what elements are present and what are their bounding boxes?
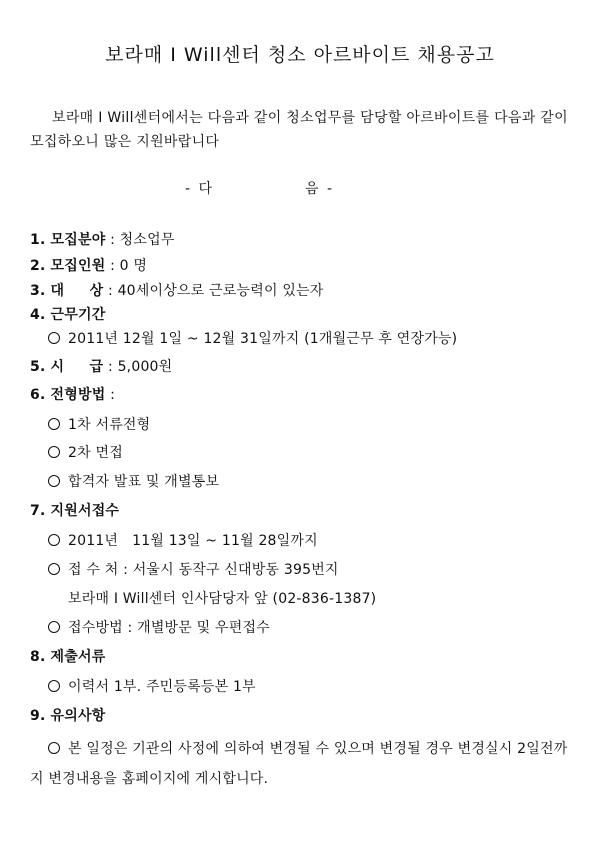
circle-bullet-icon: [48, 534, 60, 546]
section-label: 1. 모집분야: [30, 232, 106, 248]
list-item-text: 이력서 1부. 주민등록등본 1부: [68, 679, 256, 695]
section-label: 3. 대 상: [30, 283, 104, 299]
section-hourly-wage: [30, 356, 172, 376]
circle-bullet-icon: [48, 680, 60, 692]
section-value: : 5,000원: [103, 359, 173, 375]
list-item: [48, 328, 457, 348]
section-application: [30, 500, 119, 520]
section-label: 4. 근무기간: [30, 307, 106, 323]
subheading-left: - 다: [185, 181, 215, 197]
section-recruit-count: [30, 255, 147, 275]
section-value: :: [105, 387, 116, 403]
list-item: [48, 676, 256, 696]
intro-paragraph: 보라매 I Will센터에서는 다음과 같이 청소업무를 담당할 아르바이트를 다음과 같이 모집하오니 많은 지원바랍니다: [30, 110, 568, 150]
section-label: 2. 모집인원: [30, 258, 106, 274]
section-recruit-field: [30, 229, 175, 249]
section-selection-method: [30, 384, 115, 404]
circle-bullet-icon: [48, 742, 60, 754]
section-label: 5. 시 급: [30, 359, 104, 375]
list-item-text: 2011년 12월 1일 ~ 12월 31일까지 (1개월근무 후 연장가능): [68, 331, 458, 347]
circle-bullet-icon: [48, 332, 60, 344]
list-item: [48, 442, 123, 462]
section-label: 8. 제출서류: [30, 649, 106, 665]
circle-bullet-icon: [48, 418, 60, 430]
section-target: [30, 280, 324, 300]
page-title: 보라매 I Will센터 청소 아르바이트 채용공고: [105, 44, 495, 66]
subheading-right: 음 -: [305, 181, 335, 197]
list-item-text: 접수방법 : 개별방문 및 우편접수: [68, 620, 270, 636]
list-item: [48, 559, 339, 579]
list-item: [48, 414, 150, 434]
notes-text: 본 일정은 기관의 사정에 의하여 변경될 수 있으며 변경될 경우 변경실시 2일전까지 변경내용을 홈페이지에 게시합니다.: [30, 741, 568, 787]
section-work-period: [30, 304, 105, 324]
section-notes: [30, 705, 105, 725]
list-item-text: 2011년 11월 13일 ~ 11월 28일까지: [68, 533, 318, 549]
list-item-text: 1차 서류전형: [68, 417, 151, 433]
list-item: [48, 530, 318, 550]
section-value: : 40세이상으로 근로능력이 있는자: [103, 283, 324, 299]
list-item-text: 합격자 발표 및 개별통보: [68, 474, 220, 490]
section-documents: [30, 646, 105, 666]
section-label: 7. 지원서접수: [30, 503, 120, 519]
circle-bullet-icon: [48, 563, 60, 575]
notes-paragraph: [30, 734, 578, 794]
circle-bullet-icon: [48, 621, 60, 633]
section-label: 9. 유의사항: [30, 708, 106, 724]
section-value: : 청소업무: [105, 232, 175, 248]
list-item-continuation: 보라매 I Will센터 인사담당자 앞 (02-836-1387): [68, 591, 377, 607]
circle-bullet-icon: [48, 475, 60, 487]
section-label: 6. 전형방법: [30, 387, 106, 403]
section-value: : 0 명: [105, 258, 148, 274]
list-item-text: 2차 면접: [68, 445, 123, 461]
circle-bullet-icon: [48, 446, 60, 458]
list-item: [48, 471, 219, 491]
list-item: [48, 617, 270, 637]
list-item-text: 접 수 처 : 서울시 동작구 신대방동 395번지: [68, 562, 339, 578]
